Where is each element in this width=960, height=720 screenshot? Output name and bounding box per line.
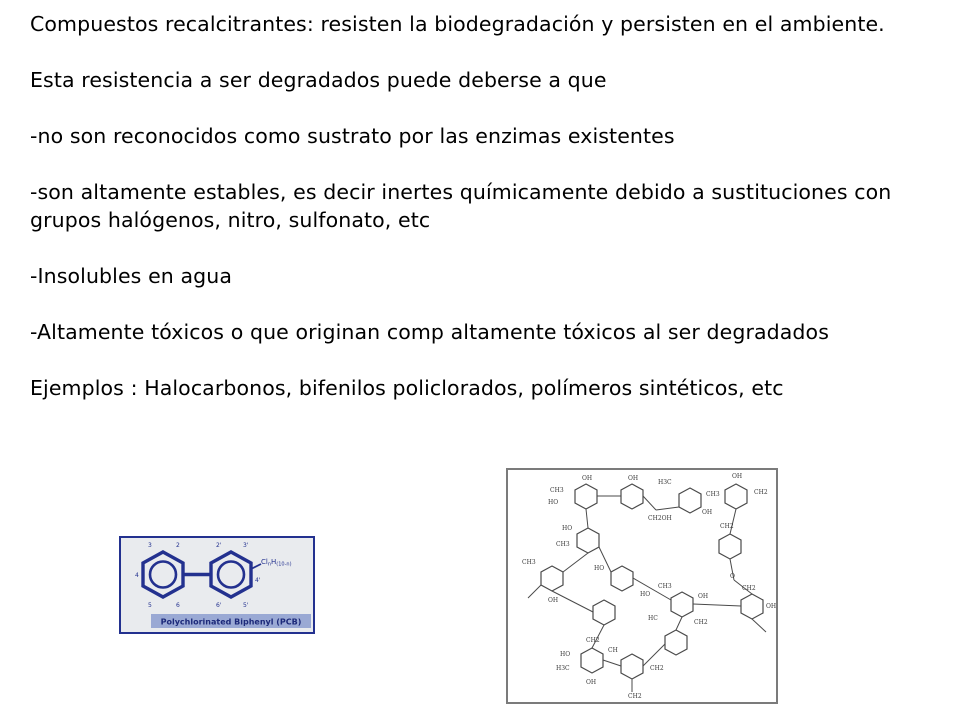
slide-text-body xyxy=(30,10,930,402)
svg-text:H3C: H3C xyxy=(658,479,672,486)
pcb-caption: Polychlorinated Biphenyl (PCB) xyxy=(160,617,302,627)
pcb-position-label: 6 xyxy=(176,602,180,609)
examples-text: Ejemplos : Halocarbonos, bifenilos policlorados, polímeros sintéticos, etc xyxy=(30,376,784,400)
pcb-position-label: 5' xyxy=(243,602,249,609)
svg-text:CH2OH: CH2OH xyxy=(648,515,672,522)
svg-text:OH: OH xyxy=(732,473,743,480)
pcb-structure-figure xyxy=(119,536,315,634)
svg-text:HO: HO xyxy=(548,499,559,506)
svg-text:CH2: CH2 xyxy=(754,489,768,496)
pcb-substituent-formula: $Cl_nH_{(10-n)}$ xyxy=(261,558,292,568)
svg-text:H3C: H3C xyxy=(556,665,570,672)
pcb-position-label: 3' xyxy=(243,542,249,549)
pcb-position-label: 6' xyxy=(216,602,222,609)
svg-text:CH2: CH2 xyxy=(742,585,756,592)
pcb-position-label: 2 xyxy=(176,542,180,549)
pcb-structure-drawing xyxy=(121,538,313,632)
svg-text:CH3: CH3 xyxy=(522,559,536,566)
svg-text:OH: OH xyxy=(586,679,597,686)
polymer-structure-drawing xyxy=(508,470,776,702)
svg-text:CH2: CH2 xyxy=(694,619,708,626)
svg-text:HO: HO xyxy=(560,651,571,658)
pcb-position-label: 2' xyxy=(216,542,222,549)
svg-text:OH: OH xyxy=(766,603,776,610)
svg-text:HO: HO xyxy=(640,591,651,598)
svg-text:O: O xyxy=(730,573,735,580)
pcb-position-label: 4 xyxy=(135,572,139,579)
svg-text:CH: CH xyxy=(608,647,618,654)
svg-text:CH3: CH3 xyxy=(658,583,672,590)
reason-enzymes-text: -no son reconocidos como sustrato por las enzimas existentes xyxy=(30,124,675,148)
svg-text:CH2: CH2 xyxy=(628,693,642,700)
pcb-position-label: 3 xyxy=(148,542,152,549)
reason-toxic-text: -Altamente tóxicos o que originan comp altamente tóxicos al ser degradados xyxy=(30,320,829,344)
svg-text:HO: HO xyxy=(594,565,605,572)
svg-text:OH: OH xyxy=(702,509,713,516)
polymer-structure-figure xyxy=(506,468,778,704)
svg-text:HC: HC xyxy=(648,615,658,622)
pcb-position-label: 4' xyxy=(255,577,261,584)
svg-text:CH3: CH3 xyxy=(556,541,570,548)
svg-text:HO: HO xyxy=(562,525,573,532)
svg-text:CH3: CH3 xyxy=(550,487,564,494)
svg-text:OH: OH xyxy=(548,597,559,604)
svg-text:CH2: CH2 xyxy=(650,665,664,672)
svg-text:CH2: CH2 xyxy=(720,523,734,530)
polymer-rings xyxy=(541,484,763,679)
reason-stability-text: -son altamente estables, es decir inertes químicamente debido a sustituciones con grupos halógenos, nitro, sulfonato, etc xyxy=(30,180,892,232)
pcb-position-label: 5 xyxy=(148,602,152,609)
definition-text: Compuestos recalcitrantes: resisten la biodegradación y persisten en el ambiente. xyxy=(30,12,885,36)
svg-text:OH: OH xyxy=(628,475,639,482)
pcb-ring-right-aromatic xyxy=(218,562,244,588)
svg-text:CH3: CH3 xyxy=(706,491,720,498)
reason-insoluble-text: -Insolubles en agua xyxy=(30,264,233,288)
svg-text:OH: OH xyxy=(698,593,709,600)
reason-intro-text: Esta resistencia a ser degradados puede deberse a que xyxy=(30,68,607,92)
pcb-ring-left-aromatic xyxy=(150,562,176,588)
svg-text:OH: OH xyxy=(582,475,593,482)
svg-text:CH2: CH2 xyxy=(586,637,600,644)
